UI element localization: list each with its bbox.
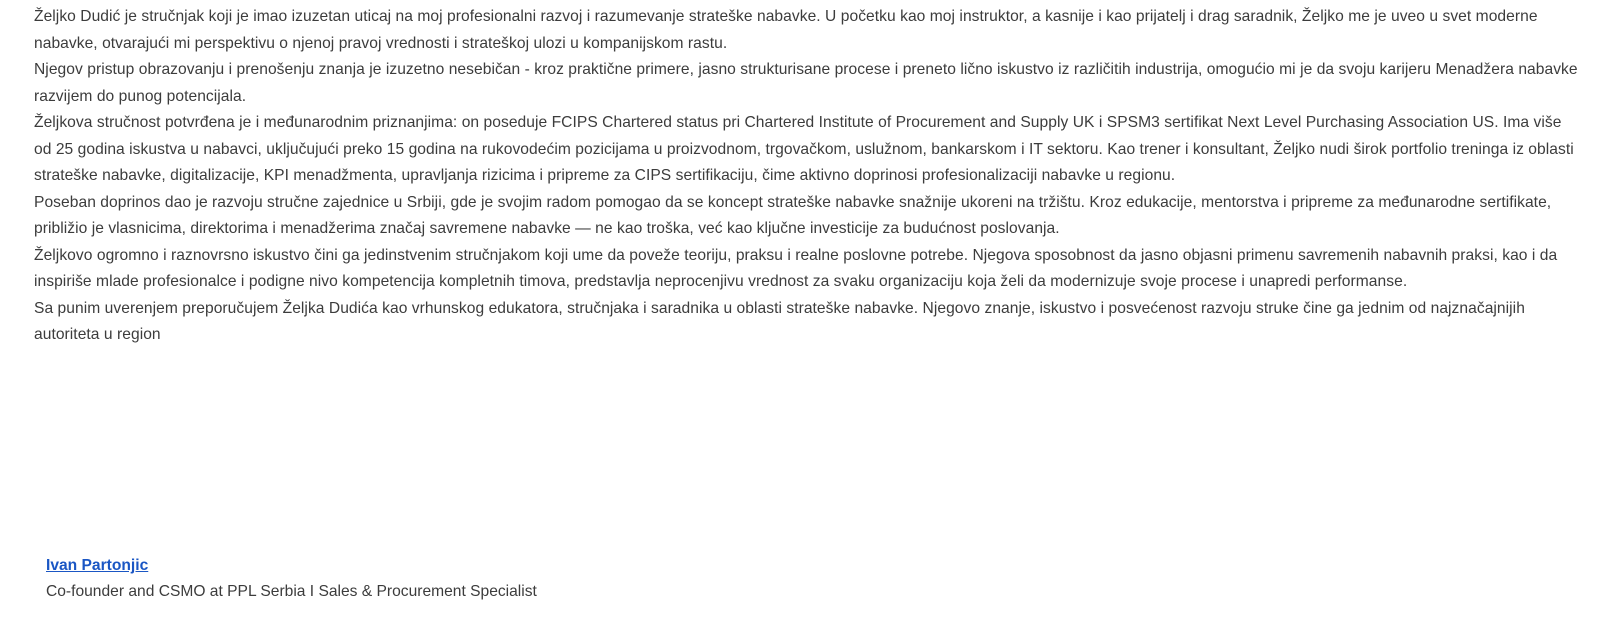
recommendation-paragraph: Željkova stručnost potvrđena je i međunarodnim priznanjima: on poseduje FCIPS Chartered status pri Chartered Institute of Procurement and Supply UK i SPSM3 sertifikat Next Level Purchasing Association US. Ima više od 25 godina iskustva u nabavci, uključujući preko 15 godina na rukovodećim pozicijama u proizvodnom, trgovačkom, uslužnom, bankarskom i IT sektoru. Kao trener i konsultant, Željko nudi širok portfolio treninga iz oblasti strateške nabavke, digitalizacije, KPI menadžmenta, upravljanja rizicima i pripreme za CIPS sertifikaciju, čime aktivno doprinosi profesionalizaciji nabavke u regionu. xyxy=(34,114,1574,184)
author-name-link[interactable]: Ivan Partonjic xyxy=(46,557,149,574)
recommendation-paragraph: Njegov pristup obrazovanju i prenošenju znanja je izuzetno nesebičan - kroz praktične primere, jasno strukturisane procese i preneto lično iskustvo iz različitih industrija, omogućio mi je da svoju karijeru Menadžera nabavke razvijem do punog potencijala. xyxy=(34,61,1578,105)
recommendation-text xyxy=(34,4,1582,349)
author-signature xyxy=(46,553,537,605)
recommendation-paragraph: Sa punim uverenjem preporučujem Željka Dudića kao vrhunskog edukatora, stručnjaka i saradnika u oblasti strateške nabavke. Njegovo znanje, iskustvo i posvećenost razvoju struke čine ga jednim od najznačajnijih autoriteta u region xyxy=(34,299,1525,343)
recommendation-paragraph: Željko Dudić je stručnjak koji je imao izuzetan uticaj na moj profesionalni razvoj i razumevanje strateške nabavke. U početku kao moj instruktor, a kasnije i kao prijatelj i drag saradnik, Željko me je uveo u svet moderne nabavke, otvarajući mi perspektivu o njenoj pravoj vrednosti i strateškoj ulozi u kompanijskom rastu. xyxy=(34,8,1538,52)
recommendation-paragraph: Poseban doprinos dao je razvoju stručne zajednice u Srbiji, gde je svojim radom pomogao da se koncept strateške nabavke snažnije ukoreni na tržištu. Kroz edukacije, mentorstva i pripreme za međunarodne sertifikate, približio je vlasnicima, direktorima i menadžerima značaj savremene nabavke — ne kao troška, već kao ključne investicije za budućnost poslovanja. xyxy=(34,193,1552,237)
author-title: Co-founder and CSMO at PPL Serbia I Sales & Procurement Specialist xyxy=(46,583,537,600)
recommendation-paragraph: Željkovo ogromno i raznovrsno iskustvo čini ga jedinstvenim stručnjakom koji ume da poveže teoriju, praksu i realne poslovne potrebe. Njegova sposobnost da jasno objasni primenu savremenih nabavnih praksi, kao i da inspiriše mlade profesionalce i podigne nivo kompetencija kompletnih timova, predstavlja neprocenjivu vrednost za svaku organizaciju koja želi da modernizuje svoje procese i unapredi performanse. xyxy=(34,246,1558,290)
